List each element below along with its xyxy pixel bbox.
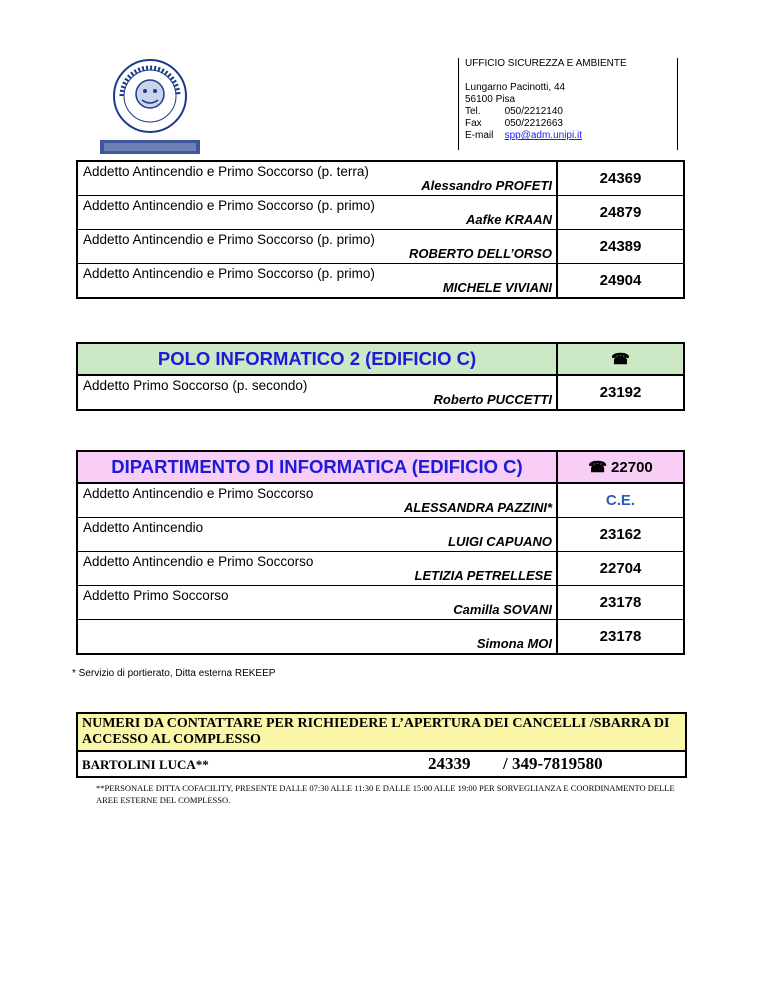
table-row <box>77 375 684 410</box>
fax-value: 050/2212663 <box>504 118 563 129</box>
table-header <box>77 343 684 375</box>
role-cell <box>77 375 557 410</box>
role-cell <box>77 586 557 620</box>
phone-extension: 23192 <box>557 375 684 410</box>
table-row <box>77 264 684 299</box>
role-label: Addetto Antincendio e Primo Soccorso <box>83 486 314 501</box>
table-row <box>77 620 684 655</box>
role-cell <box>77 196 557 230</box>
phone-extension: 24389 <box>557 230 684 264</box>
phone-extension: 24904 <box>557 264 684 299</box>
role-label: Addetto Antincendio e Primo Soccorso (p. primo) <box>83 198 375 213</box>
person-name: Aafke KRAAN <box>466 212 552 227</box>
contact-name: BARTOLINI LUCA** <box>82 757 209 772</box>
phone-extension: 23178 <box>557 620 684 655</box>
phone-extension: 24369 <box>557 161 684 196</box>
phone-extension: 24879 <box>557 196 684 230</box>
table-row <box>77 552 684 586</box>
table-row <box>77 518 684 552</box>
footnote: * Servizio di portierato, Ditta esterna REKEEP <box>72 668 276 679</box>
contacts-title: NUMERI DA CONTATTARE PER RICHIEDERE L’APERTURA DEI CANCELLI /SBARRA DI ACCESSO AL COMPLESSO <box>78 714 685 752</box>
office-info <box>458 58 678 150</box>
person-name: ROBERTO DELL’ORSO <box>408 246 552 261</box>
person-name: MICHELE VIVIANI <box>442 280 552 295</box>
phone-icon: ☎ <box>557 343 684 375</box>
phone-extension: 22704 <box>557 552 684 586</box>
phone-extension: C.E. <box>557 483 684 518</box>
email-row <box>465 130 677 142</box>
university-seal-logo <box>92 56 208 160</box>
tel-row <box>465 106 677 118</box>
address-city: 56100 Pisa <box>465 94 516 105</box>
section-title: DIPARTIMENTO DI INFORMATICA (EDIFICIO C) <box>77 451 557 483</box>
email-label: E-mail <box>465 130 494 141</box>
tel-label: Tel. <box>465 106 481 117</box>
contacts-note: **PERSONALE DITTA COFACILITY, PRESENTE DALLE 07:30 ALLE 11:30 E DALLE 15:00 ALLE 19:00 PER SORVEGLIANZA E COORDINAMENTO DELLE AREE ESTERNE DEL COMPLESSO. <box>96 783 675 805</box>
table-polo-informatico <box>76 342 685 411</box>
role-label: Addetto Primo Soccorso (p. secondo) <box>83 378 308 393</box>
role-cell <box>77 552 557 586</box>
role-label: Addetto Primo Soccorso <box>83 588 229 603</box>
email-link[interactable]: spp@adm.unipi.it <box>504 130 582 141</box>
person-name: Alessandro PROFETI <box>421 178 552 193</box>
tel-value: 050/2212140 <box>504 106 563 117</box>
role-cell <box>77 264 557 299</box>
fax-row <box>465 118 677 130</box>
role-label: Addetto Antincendio <box>83 520 204 535</box>
role-cell <box>77 620 557 655</box>
table-ground-first-floor <box>76 160 685 299</box>
fax-label: Fax <box>465 118 482 129</box>
role-cell <box>77 518 557 552</box>
table-dipartimento-informatica <box>76 450 685 655</box>
person-name: ALESSANDRA PAZZINI* <box>403 500 552 515</box>
table-row <box>77 196 684 230</box>
office-title: UFFICIO SICUREZZA E AMBIENTE <box>465 58 627 69</box>
role-label: Addetto Antincendio e Primo Soccorso (p. primo) <box>83 232 375 247</box>
contact-row <box>78 752 685 776</box>
role-cell <box>77 483 557 518</box>
phone-extension: 23178 <box>557 586 684 620</box>
contact-mobile: / 349-7819580 <box>503 754 603 773</box>
phone-extension: 23162 <box>557 518 684 552</box>
contact-number: 24339 <box>428 754 471 773</box>
person-name: Simona MOI <box>476 636 552 651</box>
table-row <box>77 586 684 620</box>
section-title: POLO INFORMATICO 2 (EDIFICIO C) <box>77 343 557 375</box>
person-name: LETIZIA PETRELLESE <box>414 568 552 583</box>
address-street: Lungarno Pacinotti, 44 <box>465 82 566 93</box>
person-name: Roberto PUCCETTI <box>433 392 552 407</box>
person-name: Camilla SOVANI <box>453 602 552 617</box>
table-header <box>77 451 684 483</box>
gate-contacts-box <box>76 712 687 778</box>
role-label: Addetto Antincendio e Primo Soccorso (p. terra) <box>83 164 369 179</box>
person-name: LUIGI CAPUANO <box>448 534 552 549</box>
role-cell <box>77 230 557 264</box>
table-row <box>77 161 684 196</box>
phone-number-header: ☎ 22700 <box>557 451 684 483</box>
table-row <box>77 230 684 264</box>
table-row <box>77 483 684 518</box>
role-label: Addetto Antincendio e Primo Soccorso <box>83 554 314 569</box>
role-label: Addetto Antincendio e Primo Soccorso (p. primo) <box>83 266 375 281</box>
role-cell <box>77 161 557 196</box>
